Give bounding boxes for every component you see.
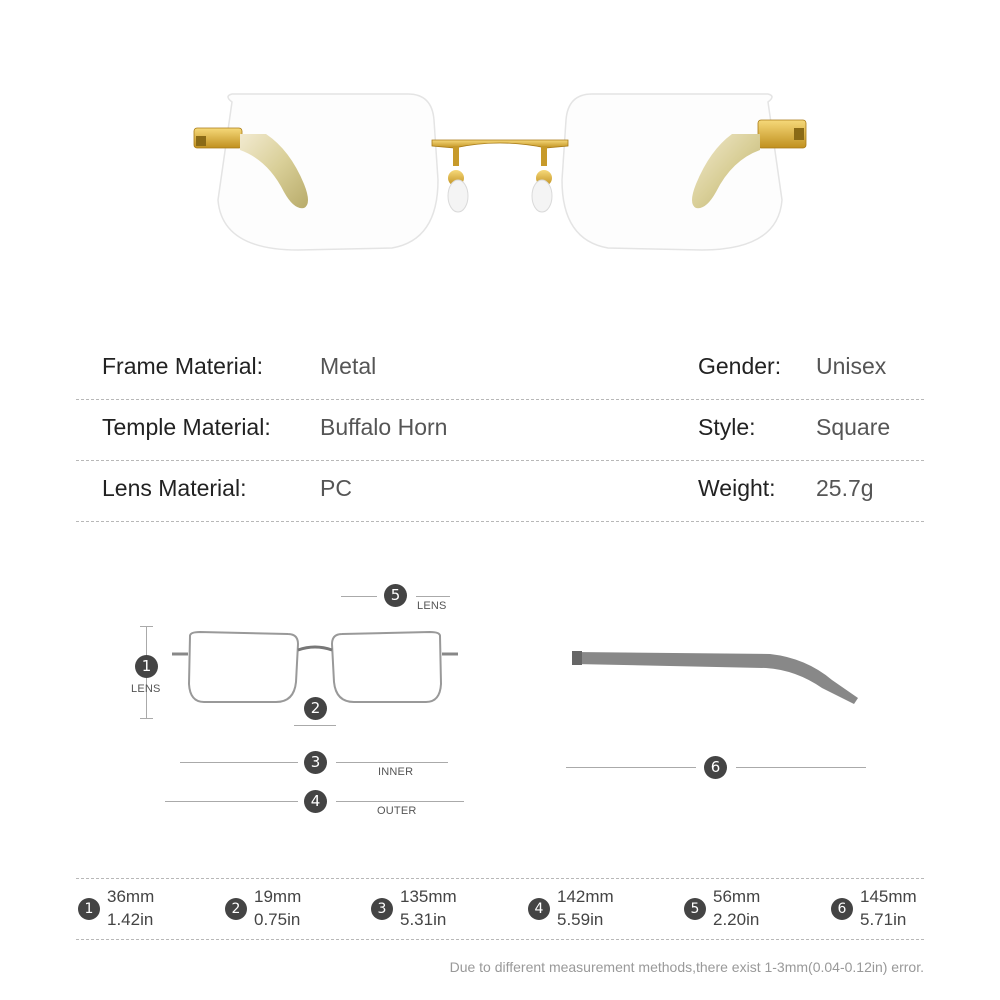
measurement-divider-top [76, 878, 924, 879]
measurement-disclaimer: Due to different measurement methods,there exist 1-3mm(0.04-0.12in) error. [449, 959, 924, 975]
measurement-badge: 6 [831, 898, 853, 920]
measurement-badge: 2 [225, 898, 247, 920]
measurement-mm: 19mm [254, 887, 302, 906]
temple-length-line-right [736, 767, 866, 768]
lens-height-cap-top [140, 626, 153, 627]
measurement-mm: 36mm [107, 887, 155, 906]
inner-width-line-left [180, 762, 298, 763]
spec-row [76, 461, 924, 522]
temple-material-value: Buffalo Horn [320, 414, 448, 440]
inner-width-line-right [336, 762, 448, 763]
glasses-product-image [180, 80, 820, 270]
badge-3: 3 [304, 751, 327, 774]
weight-label: Weight: [698, 475, 776, 501]
bridge-width-line [294, 725, 336, 726]
lens-width-line-left [341, 596, 377, 597]
lens-height-cap-bottom [140, 718, 153, 719]
badge-6: 6 [704, 756, 727, 779]
measurement-mm: 135mm [400, 887, 457, 906]
lens-height-label: LENS [131, 683, 161, 695]
measurement-in: 5.59in [557, 910, 604, 929]
weight-value: 25.7g [816, 475, 874, 501]
gender-label: Gender: [698, 353, 782, 379]
measurement-badge: 5 [684, 898, 706, 920]
badge-5: 5 [384, 584, 407, 607]
measurement-mm: 145mm [860, 887, 917, 906]
badge-4: 4 [304, 790, 327, 813]
measurement-in: 0.75in [254, 910, 301, 929]
style-value: Square [816, 414, 891, 440]
frame-material-value: Metal [320, 353, 377, 379]
lens-width-label: LENS [417, 600, 447, 612]
measurement-badge: 1 [78, 898, 100, 920]
frame-material-label: Frame Material: [102, 353, 264, 379]
measurement-divider-bottom [76, 939, 924, 940]
measurement-in: 2.20in [713, 910, 760, 929]
inner-label: INNER [378, 766, 414, 778]
badge-1: 1 [135, 655, 158, 678]
measurement-in: 5.71in [860, 910, 907, 929]
outer-label: OUTER [377, 805, 417, 817]
gender-value: Unisex [816, 353, 887, 379]
temple-side-outline [570, 640, 870, 710]
spec-row [76, 400, 924, 461]
outer-width-line-right [336, 801, 464, 802]
style-label: Style: [698, 414, 756, 440]
badge-2: 2 [304, 697, 327, 720]
temple-length-line-left [566, 767, 696, 768]
measurement-in: 1.42in [107, 910, 154, 929]
measurement-mm: 142mm [557, 887, 614, 906]
measurement-in: 5.31in [400, 910, 447, 929]
measurement-badge: 4 [528, 898, 550, 920]
measurement-mm: 56mm [713, 887, 761, 906]
lens-material-value: PC [320, 475, 352, 501]
measurement-badge: 3 [371, 898, 393, 920]
lens-material-label: Lens Material: [102, 475, 247, 501]
spec-row [76, 339, 924, 400]
lens-width-line-right [416, 596, 450, 597]
temple-material-label: Temple Material: [102, 414, 271, 440]
outer-width-line-left [165, 801, 298, 802]
